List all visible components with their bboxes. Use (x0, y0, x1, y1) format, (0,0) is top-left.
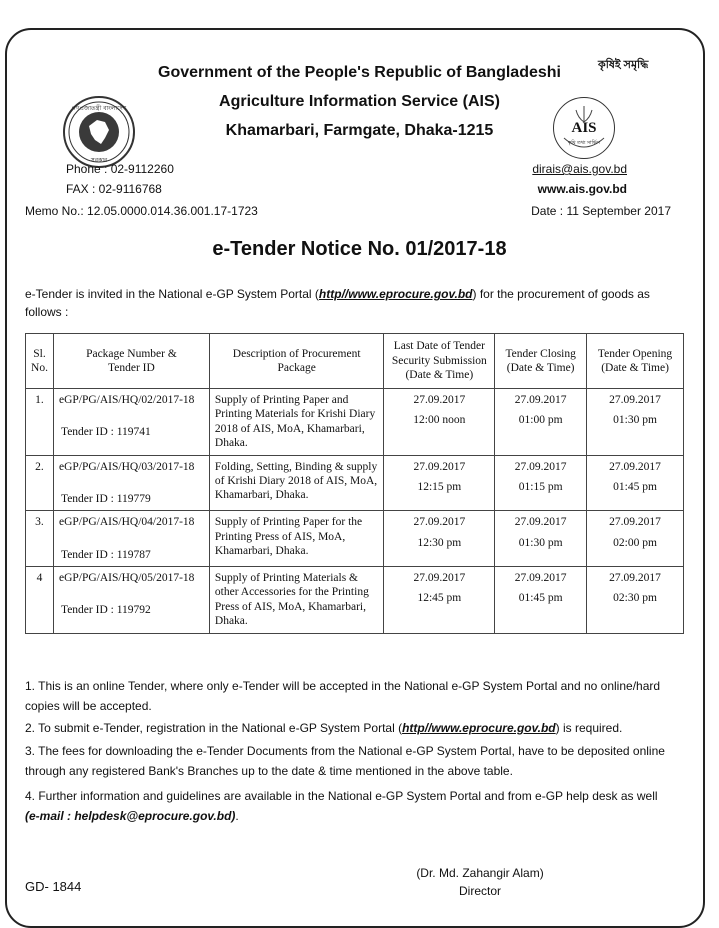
opening-date: 27.09.2017 (609, 572, 661, 584)
table-row (26, 389, 684, 456)
corner-slogan: কৃষিই সমৃদ্ধি (598, 59, 649, 71)
cell-sl: 2. (26, 455, 54, 511)
cell-package (53, 511, 209, 567)
signatory-title: Director (458, 884, 501, 898)
note-4-text: 4. Further information and guidelines are available in the National e-GP System Portal and from e-GP help desk as well (25, 789, 658, 803)
cell-sl: 3. (26, 511, 54, 567)
gd-number: GD- 1844 (25, 879, 82, 894)
security-date: 27.09.2017 (413, 394, 466, 406)
email-link[interactable]: dirais@ais.gov.bd (532, 162, 627, 176)
cell-package (53, 567, 209, 634)
table-row (26, 567, 684, 634)
col-header-package-line2: Tender ID (108, 362, 155, 374)
col-header-opening: Tender Opening (Date & Time) (587, 334, 684, 389)
closing-date: 27.09.2017 (514, 460, 567, 473)
opening-time: 01:45 pm (613, 480, 657, 493)
table-row (26, 455, 684, 511)
col-header-description: Description of Procurement Package (209, 334, 384, 389)
cell-package (53, 389, 209, 456)
cell-security (384, 511, 495, 567)
helpdesk-email[interactable]: (e-mail : helpdesk@eprocure.gov.bd) (25, 809, 236, 823)
signatory-name: (Dr. Md. Zahangir Alam) (416, 866, 544, 880)
closing-time: 01:00 pm (518, 414, 563, 427)
security-time: 12:45 pm (417, 592, 462, 605)
website-link[interactable]: www.ais.gov.bd (537, 182, 627, 196)
intro-text-line2: follows : (25, 305, 69, 319)
intro-text: e-Tender is invited in the National e-GP System Portal ( (25, 287, 319, 301)
cell-security (384, 455, 495, 511)
header-line-government: Government of the People's Republic of Bangladeshi (158, 64, 561, 81)
package-number: eGP/PG/AIS/HQ/05/2017-18 (58, 572, 195, 584)
tender-id: Tender ID : 119779 (60, 492, 151, 505)
ais-logo-subtext: কৃষি তথ্য সার্ভিস (567, 140, 601, 146)
header-line-address: Khamarbari, Farmgate, Dhaka-1215 (225, 122, 494, 139)
note-3: 3. The fees for downloading the e-Tender Documents from the National e-GP System Portal, have to be deposited online through any registered Bank's Branches up to the date & time mentioned in the above table. (25, 744, 665, 778)
table-header-row (26, 334, 684, 389)
security-date: 27.09.2017 (413, 572, 466, 584)
security-date: 27.09.2017 (413, 460, 466, 473)
opening-date: 27.09.2017 (609, 460, 661, 473)
col-header-security (384, 334, 495, 389)
note-2-text-end: ) is required. (555, 721, 623, 735)
closing-time: 01:15 pm (518, 480, 563, 493)
cell-closing (495, 511, 587, 567)
header-line-agency: Agriculture Information Service (AIS) (219, 93, 500, 110)
cell-sl: 1. (26, 389, 54, 456)
note-2 (25, 718, 685, 738)
ais-logo-text: AIS (571, 120, 597, 136)
security-time: 12:00 noon (413, 414, 466, 427)
phone: Phone : 02-9112260 (66, 162, 174, 176)
table-row (26, 511, 684, 567)
package-number: eGP/PG/AIS/HQ/03/2017-18 (58, 460, 195, 473)
note-4-end: . (235, 809, 239, 823)
closing-date: 27.09.2017 (514, 394, 567, 406)
notice-title: e-Tender Notice No. 01/2017-18 (212, 238, 507, 260)
cell-description: Supply of Printing Paper and Printing Materials for Krishi Diary 2018 of AIS, MoA, Khamarbari, Dhaka. (209, 389, 384, 456)
cell-opening (587, 389, 684, 456)
memo-number: Memo No.: 12.05.0000.014.36.001.17-1723 (25, 204, 258, 218)
package-number: eGP/PG/AIS/HQ/02/2017-18 (58, 394, 195, 406)
note-1: 1. This is an online Tender, where only e-Tender will be accepted in the National e-GP System Portal and no online/hard copies will be accepted. (25, 679, 661, 713)
cell-security (384, 567, 495, 634)
cell-opening (587, 511, 684, 567)
opening-date: 27.09.2017 (609, 516, 661, 529)
security-date: 27.09.2017 (413, 516, 466, 529)
tender-table (25, 333, 684, 634)
security-time: 12:30 pm (417, 536, 462, 549)
col-header-package (53, 334, 209, 389)
col-header-sl: Sl. No. (26, 334, 54, 389)
fax: FAX : 02-9116768 (66, 182, 162, 196)
tender-id: Tender ID : 119787 (60, 548, 151, 561)
cell-description: Supply of Printing Paper for the Printing Press of AIS, MoA, Khamarbari, Dhaka. (209, 511, 384, 567)
cell-sl: 4 (26, 567, 54, 634)
note-2-portal-link[interactable]: http//www.eprocure.gov.bd (402, 721, 556, 735)
cell-opening (587, 567, 684, 634)
svg-text:সরকার: সরকার (90, 157, 108, 164)
opening-time: 01:30 pm (613, 414, 657, 427)
col-header-security-line1: Last Date of Tender Security Submission (391, 340, 487, 367)
cell-description: Folding, Setting, Binding & supply of Krishi Diary 2018 of AIS, MoA, Khamarbari, Dhaka. (209, 455, 384, 511)
cell-package (53, 455, 209, 511)
note-2-text: 2. To submit e-Tender, registration in the National e-GP System Portal ( (25, 721, 403, 735)
notice-date: Date : 11 September 2017 (531, 204, 671, 218)
intro-text-after: ) for the procurement of goods as (472, 287, 650, 301)
svg-text:গণপ্রজাতন্ত্রী বাংলাদেশ: গণপ্রজাতন্ত্রী বাংলাদেশ (71, 105, 127, 112)
opening-time: 02:30 pm (613, 592, 657, 605)
closing-date: 27.09.2017 (514, 516, 567, 529)
col-header-package-line1: Package Number & (86, 347, 177, 360)
col-header-security-line2: (Date & Time) (405, 369, 474, 382)
package-number: eGP/PG/AIS/HQ/04/2017-18 (58, 516, 195, 529)
security-time: 12:15 pm (417, 480, 462, 493)
cell-opening (587, 455, 684, 511)
cell-closing (495, 455, 587, 511)
opening-time: 02:00 pm (613, 536, 657, 549)
closing-time: 01:30 pm (518, 536, 563, 549)
cell-closing (495, 389, 587, 456)
closing-time: 01:45 pm (518, 592, 563, 605)
cell-description: Supply of Printing Materials & other Accessories for the Printing Press of AIS, MoA, Khamarbari, Dhaka. (209, 567, 384, 634)
col-header-closing: Tender Closing (Date & Time) (495, 334, 587, 389)
tender-id: Tender ID : 119792 (60, 604, 151, 617)
opening-date: 27.09.2017 (609, 394, 661, 406)
closing-date: 27.09.2017 (514, 572, 567, 584)
cell-security (384, 389, 495, 456)
cell-closing (495, 567, 587, 634)
intro-paragraph (25, 285, 695, 321)
tender-id: Tender ID : 119741 (60, 426, 151, 439)
portal-link[interactable]: http//www.eprocure.gov.bd (318, 287, 473, 301)
note-4 (25, 786, 685, 826)
